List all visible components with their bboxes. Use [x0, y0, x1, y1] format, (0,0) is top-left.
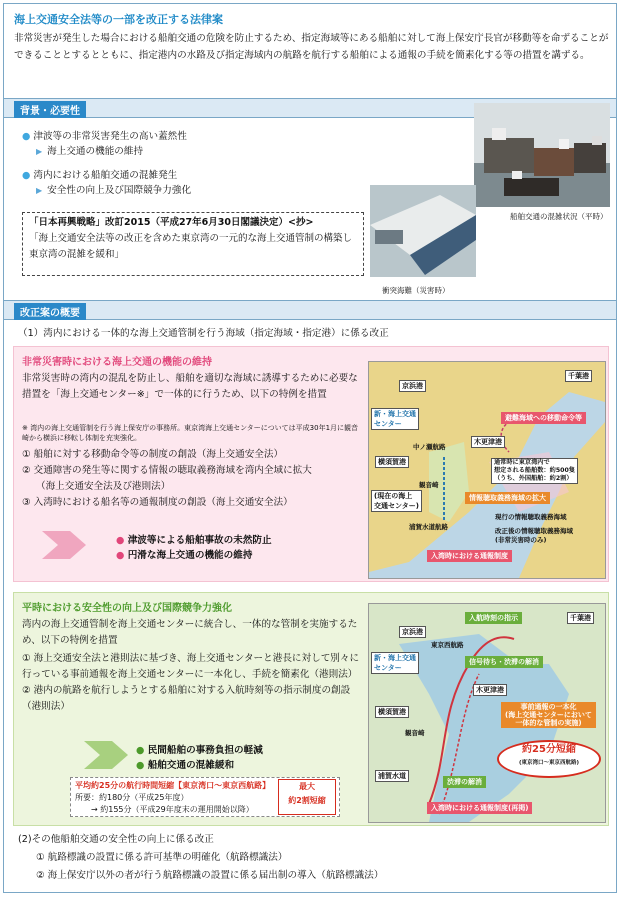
result-arrow-icon	[84, 741, 128, 769]
normal-body: 湾内の海上交通管制を海上交通センターに統合し、一体的な管制を実施するため、以下の特例を措置	[22, 619, 358, 646]
result-arrow-icon	[42, 531, 86, 559]
map-label-kannon: 観音崎	[405, 729, 425, 737]
collision-photo	[370, 185, 476, 277]
normal-results: ● 民間船舶の事務負担の軽減 ● 船舶交通の混雑緩和	[136, 745, 263, 771]
map-label-kisarazu: 木更津港	[473, 684, 507, 696]
map-label-keihin: 京浜港	[399, 626, 426, 638]
disaster-items	[22, 447, 368, 511]
background-item-text: 津波等の非常災害発生の高い蓋然性	[33, 131, 187, 142]
disaster-results: ● 津波等による船舶事故の未然防止 ● 円滑な海上交通の機能の維持	[116, 535, 272, 561]
disaster-item: ③ 入湾時における船名等の通報制度の創設（海上交通安全法）	[22, 497, 293, 508]
map-label-new-center: 新・海上交通 センター	[371, 408, 419, 430]
disaster-item: ② 交通障害の発生等に関する情報の聴取義務海域を湾内全域に拡大	[22, 465, 312, 476]
document-page	[3, 3, 617, 893]
max-reduction-badge: 最大 約2割短縮	[278, 779, 336, 815]
result-item: 船舶交通の混雑緩和	[147, 760, 235, 771]
disaster-map	[368, 361, 606, 579]
summary-text: 非常災害が発生した場合における船舶交通の危険を防止するため、指定海域等にある船舶に対して海上保安庁長官が移動等を命ずることができることとするとともに、指定港内の水路及び指定海域内の航路を航行する船舶による通報の手続を簡素化する等の措置を講ずる。	[14, 33, 609, 61]
normal-map	[368, 603, 606, 823]
background-item-2	[22, 168, 191, 198]
congestion-photo	[474, 103, 610, 207]
collision-illustration	[370, 185, 476, 277]
disaster-heading: 非常災害時における海上交通の機能の維持	[22, 357, 212, 368]
section2-item: ② 海上保安庁以外の者が行う航路標識の設置に係る届出制の導入（航路標識法）	[36, 870, 384, 881]
normal-items	[22, 651, 368, 715]
time-saving-value: 約25分短縮	[522, 744, 576, 755]
normal-item: ② 港内の航路を航行しようとする船舶に対する入航時刻等の指示制度の創設（港則法）	[22, 685, 351, 712]
disaster-body: 非常災害時の湾内の混乱を防止し、船舶を適切な海域に誘導するために必要な措置を「海上交通センター※」で一体的に行うため、以下の特例を措置	[22, 373, 358, 400]
result-item: 円滑な海上交通の機能の維持	[127, 550, 253, 561]
time-saving-headline: 平均約25分の航行時間短縮【東京湾口～東京西航路】	[75, 781, 271, 790]
normal-heading: 平時における安全性の向上及び国際競争力強化	[22, 603, 232, 614]
bullet-icon: ●	[22, 170, 31, 181]
outline-section-bar	[4, 300, 616, 320]
quote-title: 「日本再興戦略」改訂2015（平成27年6月30日閣議決定）<抄>	[29, 217, 314, 228]
section1-title: （1）湾内における一体的な海上交通管制を行う海域（指定海域・指定港）に係る改正	[18, 328, 389, 339]
map-label-jam-clear: 渋滞の解消	[443, 776, 486, 788]
outline-label: 改正案の概要	[14, 303, 86, 320]
result-item: 津波等による船舶事故の未然防止	[127, 535, 272, 546]
map-label-chiba: 千葉港	[565, 370, 592, 382]
background-item-sub: 海上交通の機能の維持	[47, 146, 144, 157]
map-label-report: 入湾時における通報制度(再掲)	[427, 802, 532, 814]
time-saving-ellipse	[497, 740, 601, 778]
normal-item: ① 海上交通安全法と港則法に基づき、海上交通センターと港長に対して別々に行っている事前通報を海上交通センターに一本化し、手続を簡素化（港則法）	[22, 653, 360, 680]
map-label-chiba: 千葉港	[567, 612, 594, 624]
map-label-kisarazu: 木更津港	[471, 436, 505, 448]
bullet-icon: ●	[22, 131, 31, 142]
map-label-keihin: 京浜港	[399, 380, 426, 392]
map-label-nakanose: 中ノ瀬航路	[413, 443, 446, 451]
background-label: 背景・必要性	[14, 101, 86, 118]
arrow-icon: ▶	[36, 147, 43, 156]
time-after: → 約155分（平成29年度末の運用開始以降）	[91, 805, 254, 814]
ships-illustration	[474, 103, 610, 207]
photo-caption-congestion: 船舶交通の混雑状況（平時）	[510, 212, 608, 221]
map-label-uraga: 浦賀水道航路	[409, 523, 448, 531]
time-saving-route: (東京湾口～東京西航路)	[518, 760, 580, 766]
time-before: 所要：約180分（平成25年度）	[75, 793, 189, 802]
map-label-new-center: 新・海上交通 センター	[371, 652, 419, 674]
map-label-yokosuka: 横須賀港	[375, 456, 409, 468]
map-legend-current: 現行の情報聴取義務海域	[495, 513, 567, 521]
map-label-unify: 事前通報の一本化 (海上交通センターにおいて 一体的な管制の実施)	[501, 702, 596, 728]
photo-caption-collision: 衝突海難（災害時）	[382, 286, 450, 295]
normal-time-box	[13, 592, 609, 826]
map-label-old-center: (現在の海上 交通センター)	[371, 490, 422, 512]
section2-item: ① 航路標識の設置に係る許可基準の明確化（航路標識法）	[36, 852, 288, 863]
background-item-1	[22, 129, 187, 159]
map-label-yokosuka: 横須賀港	[375, 706, 409, 718]
map-label-expand: 情報聴取義務海域の拡大	[465, 492, 550, 504]
map-label-report: 入湾時における通報制度	[427, 550, 512, 562]
map-label-entry-time: 入航時刻の指示	[465, 612, 522, 624]
disaster-item: ① 船舶に対する移動命令等の制度の創設（海上交通安全法）	[22, 449, 284, 460]
disaster-note: ※ 湾内の海上交通管制を行う海上保安庁の事務所。東京湾海上交通センターについては平成30年1月に観音崎から横浜に移転し体制を充実強化。	[22, 424, 359, 442]
disaster-box	[13, 346, 609, 582]
quote-body: 「海上交通安全法等の改正を含めた東京湾の一元的な海上交通管制の構築し東京湾の混雑を緩和」	[29, 233, 353, 260]
background-item-sub: 安全性の向上及び国際競争力強化	[47, 185, 192, 196]
map-legend-revised: 改正後の情報聴取義務海域 (非常災害時のみ)	[495, 527, 573, 544]
page-title: 海上交通安全法等の一部を改正する法律案	[14, 13, 223, 26]
map-label-move-order: 避難海域への移動命令等	[501, 412, 586, 424]
result-item: 民間船舶の事務負担の軽減	[147, 745, 263, 756]
arrow-icon: ▶	[36, 186, 43, 195]
map-label-kannon: 観音崎	[419, 481, 439, 489]
policy-quote-box	[22, 212, 364, 276]
map-label-signal-jam: 信号待ち・渋滞の解消	[465, 656, 543, 668]
disaster-item: （海上交通安全法及び港則法）	[36, 481, 171, 492]
map-label-tokyo-west: 東京西航路	[431, 641, 464, 649]
background-item-text: 湾内における船舶交通の混雑発生	[33, 170, 178, 181]
map-label-ship-count: 通常時に東京湾内で 想定される船舶数：約500隻 （うち、外国船舶：約2割）	[491, 458, 578, 484]
section2-title: (2)その他船舶交通の安全性の向上に係る改正	[18, 834, 214, 845]
map-label-uraga: 浦賀水道	[375, 770, 409, 782]
